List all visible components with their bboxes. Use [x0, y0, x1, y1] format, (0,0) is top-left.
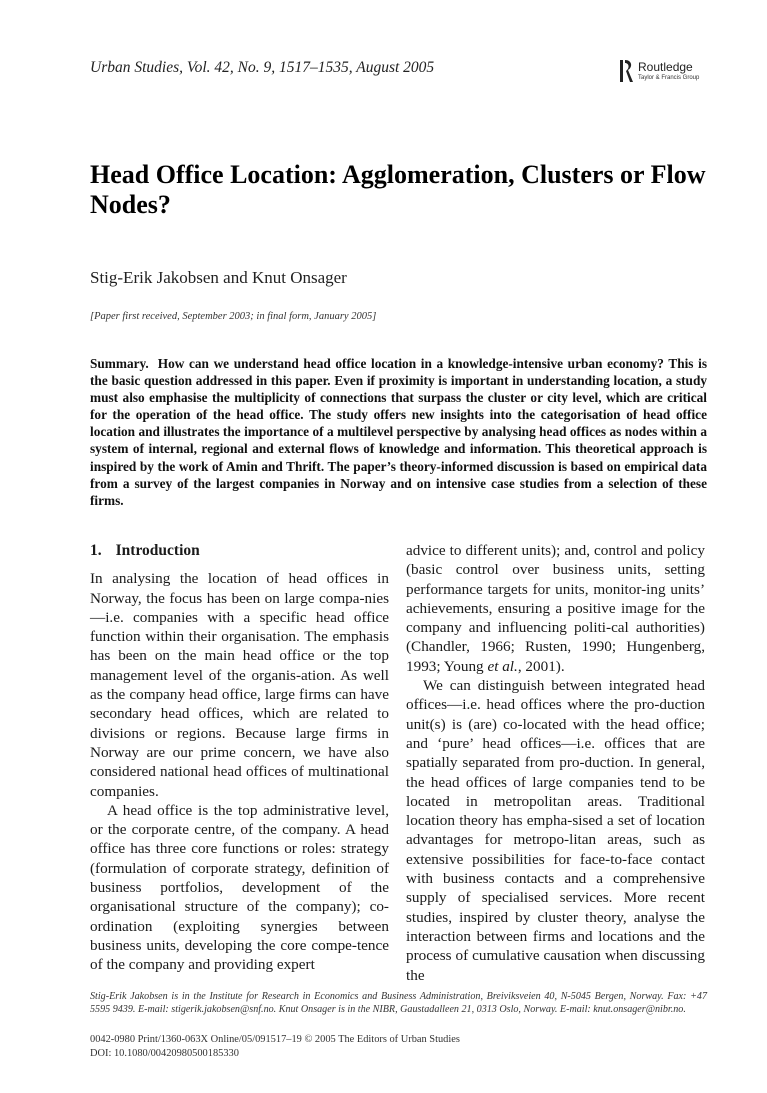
running-head: Urban Studies, Vol. 42, No. 9, 1517–1535, August 2005	[90, 59, 435, 76]
publisher-name: Routledge	[638, 60, 693, 74]
article-authors: Stig-Erik Jakobsen and Knut Onsager	[90, 268, 347, 287]
paragraph: A head office is the top administrative level, or the corporate centre, of the company. A head office has three core functions or roles: strategy (formulation of corporate strategy, definition of business portfolios, development of the organisational structure of the company); co-ordination (exploiting synergies between business units, developing the core compe-tence of the company and providing expert	[90, 801, 389, 974]
article-title: Head Office Location: Agglomeration, Clusters or Flow Nodes?	[90, 160, 706, 219]
paragraph: In analysing the location of head offices in Norway, the focus has been on large compa-nies—i.e. companies with a specific head office function within their organisation. The emphasis has been on the main head office or the top management level of the organis-ation. As well as the company head office, large firms can have secondary head offices, which are related to divisions or regions. Because large firms in Norway are our prime concern, we have also considered national head offices of multinational companies.	[90, 570, 389, 800]
imprint	[90, 1033, 460, 1060]
author-affiliations: Stig-Erik Jakobsen is in the Institute for Research in Economics and Business Administration, Breiviksveien 40, N-5045 Bergen, Norway. Fax: +47 5595 9439. E-mail: stigerik.jakobsen@snf.no. Knut Onsager is in the NIBR, Gaustadalleen 21, 0313 Oslo, Norway. E-mail: knut.onsager@nibr.no.	[90, 991, 707, 1015]
section-title: Introduction	[115, 542, 200, 559]
doi-line: DOI: 10.1080/00420980500185330	[90, 1047, 239, 1059]
publisher-logo	[620, 58, 699, 84]
received-note: [Paper first received, September 2003; in final form, January 2005]	[90, 311, 377, 322]
left-column	[90, 541, 389, 975]
routledge-r-icon	[620, 58, 634, 84]
paragraph: We can distinguish between integrated head offices—i.e. head offices where the pro-duction unit(s) is (are) co-located with the head office; and ‘pure’ head offices—i.e. offices that are spatially separated from pro-duction. In general, the head offices of large companies tend to be located in metropolitan areas. Traditional location theory has empha-sised a set of location advantages for metropo-litan areas, such as extensive possibilities for face-to-face contact with business contacts and a comprehensive supply of specialised services. More recent studies, inspired by cluster theory, analyse the interaction between firms and locations and the process of cumulative causation when discussing the	[406, 677, 705, 984]
publisher-subtitle: Taylor & Francis Group	[638, 75, 700, 81]
right-column	[406, 541, 705, 985]
abstract	[90, 355, 707, 509]
citation-italic: et al.	[487, 657, 518, 675]
paragraph-text: , 2001).	[517, 657, 565, 675]
issn-line: 0042-0980 Print/1360-063X Online/05/091517–19 © 2005 The Editors of Urban Studies	[90, 1034, 460, 1045]
paragraph-text: advice to different units); and, control and policy (basic control over business units, setting performance targets for units, monitor-ing units’ achievements, ensuring a positive image for the company and influencing politi-cal authorities) (Chandler, 1966; Rusten, 1990; Hungenberg, 1993; Young	[406, 542, 705, 675]
section-heading	[90, 541, 389, 560]
abstract-label: Summary.	[90, 356, 149, 371]
paragraph	[406, 541, 705, 676]
section-number: 1.	[90, 542, 102, 559]
abstract-text: How can we understand head office location in a knowledge-intensive urban economy? This is the basic question addressed in this paper. Even if proximity is important in understanding location, a study must also emphasise the multiplicity of connections that surpass the cluster or city level, which are critical for the operation of the head office. The study offers new insights into the categorisation of head office location and illustrates the importance of a multilevel perspective by analysing head offices as nodes within a system of internal, regional and external flows of knowledge and information. This theoretical approach is inspired by the work of Amin and Thrift. The paper’s theory-informed discussion is based on empirical data from a survey of the largest companies in Norway and on intensive case studies from a selection of these firms.	[90, 356, 707, 508]
